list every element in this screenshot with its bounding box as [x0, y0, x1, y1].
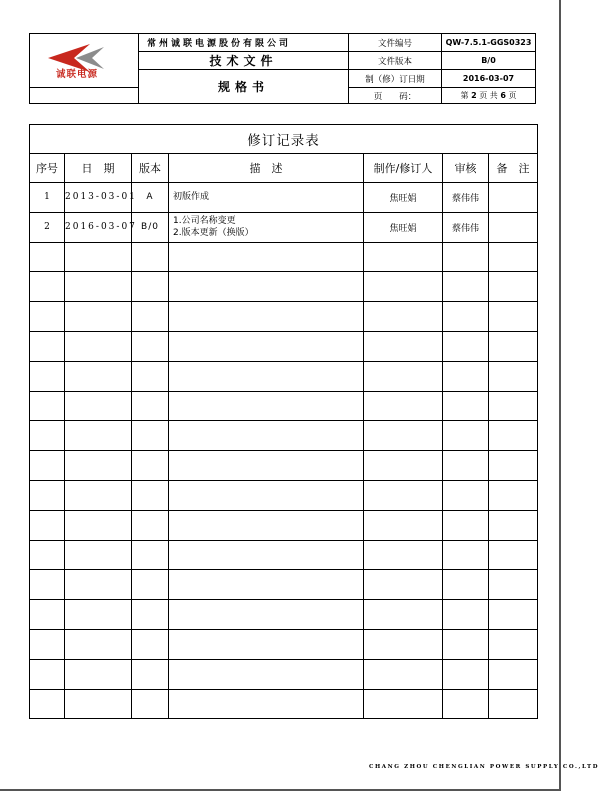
- row-description-line: 初版作成: [173, 192, 210, 203]
- row-date: 2016-03-07: [65, 212, 132, 242]
- page-suffix: 页: [508, 91, 517, 100]
- empty-cell: [169, 689, 364, 719]
- page-number: [442, 88, 536, 104]
- empty-cell: [489, 391, 538, 421]
- empty-cell: [30, 242, 65, 272]
- empty-cell: [30, 331, 65, 361]
- empty-cell: [489, 242, 538, 272]
- page-prefix: 第: [460, 91, 469, 100]
- empty-cell: [30, 540, 65, 570]
- empty-table-row: [30, 510, 538, 540]
- empty-cell: [443, 421, 489, 451]
- col-reviewer-header: 审核: [443, 154, 489, 183]
- empty-cell: [443, 570, 489, 600]
- empty-cell: [489, 480, 538, 510]
- empty-cell: [443, 361, 489, 391]
- file-no-value: QW-7.5.1-GGS0323: [442, 34, 536, 52]
- logo-text: 诚联电源: [56, 68, 99, 80]
- empty-cell: [489, 272, 538, 302]
- row-author: 焦旺娟: [364, 183, 443, 213]
- empty-cell: [169, 659, 364, 689]
- empty-cell: [489, 570, 538, 600]
- empty-cell: [169, 570, 364, 600]
- empty-cell: [65, 331, 132, 361]
- version-value: B/0: [442, 52, 536, 70]
- row-reviewer: 蔡伟伟: [443, 183, 489, 213]
- empty-cell: [489, 361, 538, 391]
- revision-record-table: [29, 124, 538, 719]
- empty-cell: [364, 659, 443, 689]
- empty-table-row: [30, 272, 538, 302]
- row-description-line: 1.公司名称变更: [173, 216, 236, 227]
- empty-cell: [132, 242, 169, 272]
- table-row: [30, 212, 538, 242]
- empty-cell: [65, 361, 132, 391]
- empty-cell: [443, 331, 489, 361]
- empty-cell: [489, 540, 538, 570]
- empty-cell: [489, 600, 538, 630]
- empty-cell: [443, 272, 489, 302]
- empty-cell: [65, 629, 132, 659]
- empty-cell: [489, 421, 538, 451]
- page-label: 页 码：: [349, 88, 442, 104]
- empty-cell: [65, 302, 132, 332]
- empty-cell: [443, 540, 489, 570]
- document-header: [29, 33, 536, 104]
- empty-cell: [443, 302, 489, 332]
- empty-cell: [169, 391, 364, 421]
- empty-cell: [443, 391, 489, 421]
- empty-cell: [132, 510, 169, 540]
- empty-cell: [65, 451, 132, 481]
- empty-cell: [30, 510, 65, 540]
- empty-cell: [489, 510, 538, 540]
- empty-cell: [489, 659, 538, 689]
- empty-cell: [443, 689, 489, 719]
- empty-cell: [489, 629, 538, 659]
- row-description: [169, 212, 364, 242]
- empty-cell: [30, 659, 65, 689]
- empty-cell: [30, 600, 65, 630]
- page-mid: 页 共: [479, 91, 498, 100]
- empty-cell: [443, 600, 489, 630]
- empty-cell: [443, 659, 489, 689]
- empty-cell: [30, 689, 65, 719]
- empty-cell: [169, 361, 364, 391]
- empty-cell: [364, 540, 443, 570]
- doc-type: 技术文件: [139, 52, 349, 70]
- empty-table-row: [30, 629, 538, 659]
- logo-spacer: [30, 88, 139, 104]
- empty-table-row: [30, 570, 538, 600]
- empty-table-row: [30, 331, 538, 361]
- company-footer: CHANG ZHOU CHENGLIAN POWER SUPPLY CO.,LTD: [369, 764, 599, 770]
- file-no-label: 文件编号: [349, 34, 442, 52]
- empty-table-row: [30, 540, 538, 570]
- empty-cell: [65, 391, 132, 421]
- empty-cell: [489, 451, 538, 481]
- empty-cell: [30, 421, 65, 451]
- row-description-line: 2.版本更新（换版）: [173, 228, 254, 239]
- empty-cell: [169, 600, 364, 630]
- empty-cell: [132, 600, 169, 630]
- version-label: 文件版本: [349, 52, 442, 70]
- row-date: 2013-03-01: [65, 183, 132, 213]
- empty-cell: [132, 480, 169, 510]
- empty-cell: [132, 361, 169, 391]
- empty-cell: [169, 480, 364, 510]
- empty-cell: [30, 629, 65, 659]
- empty-cell: [65, 242, 132, 272]
- col-seq-header: 序号: [30, 154, 65, 183]
- empty-cell: [132, 391, 169, 421]
- empty-cell: [364, 302, 443, 332]
- empty-cell: [132, 272, 169, 302]
- row-seq: 2: [30, 212, 65, 242]
- revise-date-value: 2016-03-07: [442, 70, 536, 88]
- empty-cell: [132, 331, 169, 361]
- empty-cell: [132, 302, 169, 332]
- empty-cell: [65, 480, 132, 510]
- empty-table-row: [30, 421, 538, 451]
- row-note: [489, 212, 538, 242]
- company-name: 常州诚联电源股份有限公司: [139, 34, 349, 52]
- empty-cell: [132, 570, 169, 600]
- empty-table-row: [30, 659, 538, 689]
- empty-cell: [169, 510, 364, 540]
- empty-cell: [364, 391, 443, 421]
- empty-cell: [364, 451, 443, 481]
- empty-cell: [364, 510, 443, 540]
- empty-table-row: [30, 302, 538, 332]
- empty-cell: [30, 272, 65, 302]
- revision-table-title: 修订记录表: [30, 125, 538, 154]
- row-reviewer: 蔡伟伟: [443, 212, 489, 242]
- empty-table-row: [30, 391, 538, 421]
- empty-cell: [169, 272, 364, 302]
- revision-table-header: [30, 154, 538, 183]
- empty-table-row: [30, 451, 538, 481]
- empty-cell: [30, 480, 65, 510]
- row-version: A: [132, 183, 169, 213]
- empty-cell: [65, 540, 132, 570]
- empty-cell: [364, 361, 443, 391]
- empty-cell: [65, 510, 132, 540]
- empty-cell: [132, 540, 169, 570]
- empty-cell: [364, 331, 443, 361]
- empty-table-row: [30, 361, 538, 391]
- empty-cell: [443, 480, 489, 510]
- empty-cell: [30, 451, 65, 481]
- empty-cell: [443, 451, 489, 481]
- company-logo: [30, 42, 138, 80]
- row-description: [169, 183, 364, 213]
- col-version-header: 版本: [132, 154, 169, 183]
- empty-cell: [364, 421, 443, 451]
- col-desc-header: 描 述: [169, 154, 364, 183]
- empty-cell: [443, 629, 489, 659]
- row-note: [489, 183, 538, 213]
- col-date-header: 日 期: [65, 154, 132, 183]
- empty-cell: [65, 272, 132, 302]
- empty-cell: [30, 361, 65, 391]
- logo-cell: [30, 34, 139, 88]
- empty-cell: [30, 302, 65, 332]
- col-author-header: 制作/修订人: [364, 154, 443, 183]
- empty-cell: [489, 302, 538, 332]
- empty-cell: [364, 480, 443, 510]
- empty-cell: [65, 659, 132, 689]
- empty-cell: [132, 689, 169, 719]
- empty-rows: [30, 242, 538, 719]
- empty-cell: [364, 242, 443, 272]
- empty-table-row: [30, 480, 538, 510]
- empty-cell: [169, 629, 364, 659]
- page-current: 2: [471, 91, 477, 100]
- empty-cell: [443, 510, 489, 540]
- empty-cell: [364, 272, 443, 302]
- empty-cell: [132, 451, 169, 481]
- empty-cell: [132, 629, 169, 659]
- table-row: [30, 183, 538, 213]
- empty-table-row: [30, 242, 538, 272]
- empty-cell: [65, 689, 132, 719]
- empty-table-row: [30, 600, 538, 630]
- empty-cell: [169, 421, 364, 451]
- empty-cell: [364, 629, 443, 659]
- page-total: 6: [500, 91, 506, 100]
- empty-cell: [489, 331, 538, 361]
- empty-cell: [169, 302, 364, 332]
- empty-cell: [169, 242, 364, 272]
- doc-title: 规格书: [139, 70, 349, 104]
- empty-cell: [30, 570, 65, 600]
- col-note-header: 备 注: [489, 154, 538, 183]
- row-version: B/0: [132, 212, 169, 242]
- revise-date-label: 制（修）订日期: [349, 70, 442, 88]
- empty-cell: [489, 689, 538, 719]
- empty-cell: [364, 600, 443, 630]
- empty-cell: [132, 421, 169, 451]
- empty-cell: [30, 391, 65, 421]
- empty-cell: [132, 659, 169, 689]
- empty-cell: [364, 689, 443, 719]
- empty-cell: [65, 570, 132, 600]
- empty-cell: [65, 600, 132, 630]
- empty-cell: [169, 540, 364, 570]
- empty-cell: [169, 331, 364, 361]
- empty-cell: [169, 451, 364, 481]
- row-author: 焦旺娟: [364, 212, 443, 242]
- row-seq: 1: [30, 183, 65, 213]
- empty-table-row: [30, 689, 538, 719]
- empty-cell: [364, 570, 443, 600]
- empty-cell: [443, 242, 489, 272]
- empty-cell: [65, 421, 132, 451]
